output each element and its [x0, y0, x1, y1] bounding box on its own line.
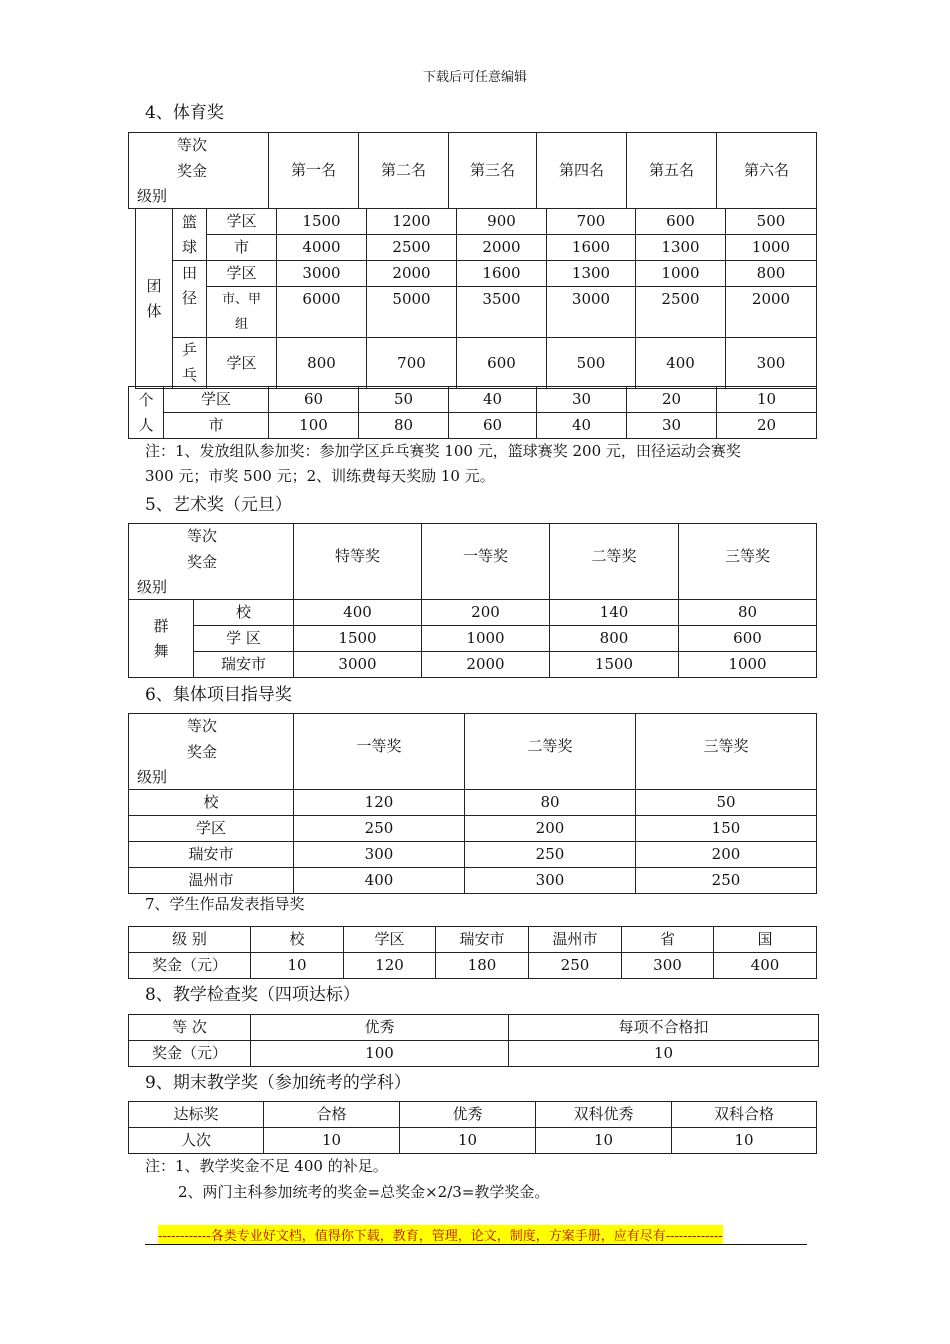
- level-cell: 校: [129, 790, 294, 816]
- level-cell: 温州市: [129, 868, 294, 894]
- corner-rank: 等次: [187, 527, 218, 545]
- table-head: 国: [714, 927, 817, 953]
- level-cell: 瑞安市: [129, 842, 294, 868]
- teaching-inspection-table: [128, 1014, 819, 1067]
- table-cell: 10: [536, 1128, 672, 1154]
- table-cell: 10: [672, 1128, 817, 1154]
- table-cell: 30: [537, 387, 627, 413]
- footer-banner: ------------各类专业好文档，值得你下载，教育，管理，论文，制度，方案手册，应有尽有-------------: [158, 1225, 723, 1244]
- sports-note-line-1: 注：1、发放组队参加奖：参加学区乒乓赛奖 100 元，篮球赛奖 200 元，田径运动会赛奖: [145, 442, 741, 460]
- col-header: 一等奖: [294, 714, 465, 790]
- track-label: 田 径: [173, 261, 207, 338]
- level-cell: 学区: [207, 338, 277, 389]
- level-cell: 市、甲 组: [207, 287, 277, 338]
- publication-guidance-table: [128, 926, 817, 979]
- table-cell: 1000: [726, 235, 817, 261]
- table-cell: 3000: [294, 652, 422, 678]
- rank-header: 第六名: [717, 133, 817, 209]
- table-cell: 3500: [457, 287, 547, 338]
- col-header: 三等奖: [636, 714, 817, 790]
- table-cell: 400: [714, 953, 817, 979]
- table-cell: 2500: [636, 287, 726, 338]
- section-7-title: 7、学生作品发表指导奖: [145, 895, 305, 913]
- table-head: 合格: [264, 1102, 400, 1128]
- table-cell: 40: [449, 387, 537, 413]
- table-cell: 50: [359, 387, 449, 413]
- table-cell: 700: [367, 338, 457, 389]
- table-cell: 120: [344, 953, 436, 979]
- corner-cell: [129, 524, 294, 600]
- pingpong-label: 乒 乓: [173, 338, 207, 389]
- table-head: 每项不合格扣: [509, 1015, 819, 1041]
- table-cell: 600: [636, 209, 726, 235]
- col-header: 三等奖: [679, 524, 817, 600]
- table-cell: 800: [726, 261, 817, 287]
- section-6-title: 6、集体项目指导奖: [145, 685, 292, 705]
- level-cell: 市: [207, 235, 277, 261]
- footer-rule: [145, 1244, 807, 1245]
- section-4-title: 4、体育奖: [145, 103, 224, 123]
- table-cell: 80: [679, 600, 817, 626]
- table-cell: 60: [269, 387, 359, 413]
- table-cell: 1600: [547, 235, 636, 261]
- table-cell: 400: [294, 868, 465, 894]
- table-cell: 100: [251, 1041, 509, 1067]
- table-cell: 1000: [636, 261, 726, 287]
- table-cell: 200: [465, 816, 636, 842]
- corner-level: 级别: [137, 187, 168, 205]
- col-header: 特等奖: [294, 524, 422, 600]
- rank-header: 第四名: [537, 133, 627, 209]
- basketball-label: 篮 球: [173, 209, 207, 261]
- table-cell: 100: [269, 413, 359, 439]
- table-cell: 60: [449, 413, 537, 439]
- table-cell: 10: [509, 1041, 819, 1067]
- table-cell: 80: [359, 413, 449, 439]
- level-cell: 校: [194, 600, 294, 626]
- table-cell: 150: [636, 816, 817, 842]
- table-head: 省: [622, 927, 714, 953]
- corner-cell: [129, 714, 294, 790]
- teaching-note-line-2: 2、两门主科参加统考的奖金=总奖金×2/3=教学奖金。: [178, 1183, 550, 1201]
- page-header: 下载后可任意编辑: [422, 70, 527, 85]
- table-cell: 300: [465, 868, 636, 894]
- section-8-title: 8、教学检查奖（四项达标）: [145, 985, 360, 1005]
- table-cell: 250: [529, 953, 622, 979]
- table-cell: 1500: [550, 652, 679, 678]
- individual-label: 个 人: [129, 387, 164, 439]
- level-cell: 瑞安市: [194, 652, 294, 678]
- table-cell: 800: [550, 626, 679, 652]
- table-cell: 1500: [277, 209, 367, 235]
- table-cell: 1200: [367, 209, 457, 235]
- table-cell: 10: [717, 387, 817, 413]
- table-cell: 500: [547, 338, 636, 389]
- table-cell: 5000: [367, 287, 457, 338]
- table-cell: 50: [636, 790, 817, 816]
- table-cell: 40: [537, 413, 627, 439]
- table-cell: 20: [717, 413, 817, 439]
- corner-bonus: 奖金: [187, 553, 218, 571]
- table-cell: 1500: [294, 626, 422, 652]
- level-cell: 市: [164, 413, 269, 439]
- table-cell: 1300: [547, 261, 636, 287]
- sports-individual-table: [128, 386, 817, 439]
- art-award-table: [128, 523, 817, 678]
- table-cell: 200: [636, 842, 817, 868]
- table-head: 双科合格: [672, 1102, 817, 1128]
- table-cell: 300: [726, 338, 817, 389]
- table-cell: 3000: [547, 287, 636, 338]
- table-cell: 600: [679, 626, 817, 652]
- table-head: 瑞安市: [436, 927, 529, 953]
- table-cell: 10: [400, 1128, 536, 1154]
- level-cell: 学区: [129, 816, 294, 842]
- table-head: 学区: [344, 927, 436, 953]
- corner-level: 级别: [137, 768, 168, 786]
- table-cell: 300: [622, 953, 714, 979]
- table-cell: 人次: [129, 1128, 264, 1154]
- table-cell: 500: [726, 209, 817, 235]
- sports-note-line-2: 300 元；市奖 500 元；2、训练费每天奖励 10 元。: [145, 467, 495, 485]
- corner-bonus: 奖金: [177, 162, 208, 180]
- table-cell: 800: [277, 338, 367, 389]
- table-cell: 140: [550, 600, 679, 626]
- corner-rank: 等次: [177, 136, 208, 154]
- table-head: 优秀: [400, 1102, 536, 1128]
- sports-award-header-table: [128, 132, 817, 209]
- table-cell: 30: [627, 413, 717, 439]
- table-cell: 20: [627, 387, 717, 413]
- table-cell: 奖金（元）: [129, 1041, 251, 1067]
- table-cell: 6000: [277, 287, 367, 338]
- table-cell: 400: [294, 600, 422, 626]
- table-cell: 250: [636, 868, 817, 894]
- level-cell: 学区: [164, 387, 269, 413]
- table-cell: 250: [294, 816, 465, 842]
- table-cell: 2000: [422, 652, 550, 678]
- table-cell: 2000: [726, 287, 817, 338]
- teaching-note-line-1: 注：1、教学奖金不足 400 的补足。: [145, 1157, 388, 1175]
- table-cell: 1000: [422, 626, 550, 652]
- table-cell: 400: [636, 338, 726, 389]
- table-cell: 250: [465, 842, 636, 868]
- table-cell: 2000: [457, 235, 547, 261]
- corner-rank: 等次: [187, 717, 218, 735]
- table-cell: 1300: [636, 235, 726, 261]
- table-cell: 3000: [277, 261, 367, 287]
- table-cell: 200: [422, 600, 550, 626]
- table-head: 温州市: [529, 927, 622, 953]
- table-cell: 180: [436, 953, 529, 979]
- table-head: 校: [251, 927, 344, 953]
- table-cell: 120: [294, 790, 465, 816]
- table-cell: 300: [294, 842, 465, 868]
- table-cell: 10: [251, 953, 344, 979]
- table-cell: 奖金（元）: [129, 953, 251, 979]
- col-header: 一等奖: [422, 524, 550, 600]
- level-cell: 学区: [207, 261, 277, 287]
- table-cell: 700: [547, 209, 636, 235]
- level-cell: 学 区: [194, 626, 294, 652]
- corner-bonus: 奖金: [187, 743, 218, 761]
- table-head: 等 次: [129, 1015, 251, 1041]
- table-head: 优秀: [251, 1015, 509, 1041]
- table-cell: 80: [465, 790, 636, 816]
- level-cell: 学区: [207, 209, 277, 235]
- collective-guidance-table: [128, 713, 817, 894]
- rank-header: 第二名: [359, 133, 449, 209]
- table-cell: 2500: [367, 235, 457, 261]
- corner-cell: [129, 133, 269, 209]
- sports-team-table: [135, 208, 817, 389]
- table-head: 双科优秀: [536, 1102, 672, 1128]
- table-cell: 4000: [277, 235, 367, 261]
- final-teaching-table: [128, 1101, 817, 1154]
- table-cell: 600: [457, 338, 547, 389]
- group-dance-label: 群 舞: [129, 600, 194, 678]
- table-head: 达标奖: [129, 1102, 264, 1128]
- table-cell: 2000: [367, 261, 457, 287]
- rank-header: 第一名: [269, 133, 359, 209]
- rank-header: 第三名: [449, 133, 537, 209]
- corner-level: 级别: [137, 578, 168, 596]
- table-cell: 900: [457, 209, 547, 235]
- table-head: 级 别: [129, 927, 251, 953]
- table-cell: 1600: [457, 261, 547, 287]
- rank-header: 第五名: [627, 133, 717, 209]
- team-label: 团 体: [136, 209, 173, 389]
- col-header: 二等奖: [465, 714, 636, 790]
- col-header: 二等奖: [550, 524, 679, 600]
- table-cell: 1000: [679, 652, 817, 678]
- table-cell: 10: [264, 1128, 400, 1154]
- section-9-title: 9、期末教学奖（参加统考的学科）: [145, 1073, 411, 1093]
- section-5-title: 5、艺术奖（元旦）: [145, 495, 292, 515]
